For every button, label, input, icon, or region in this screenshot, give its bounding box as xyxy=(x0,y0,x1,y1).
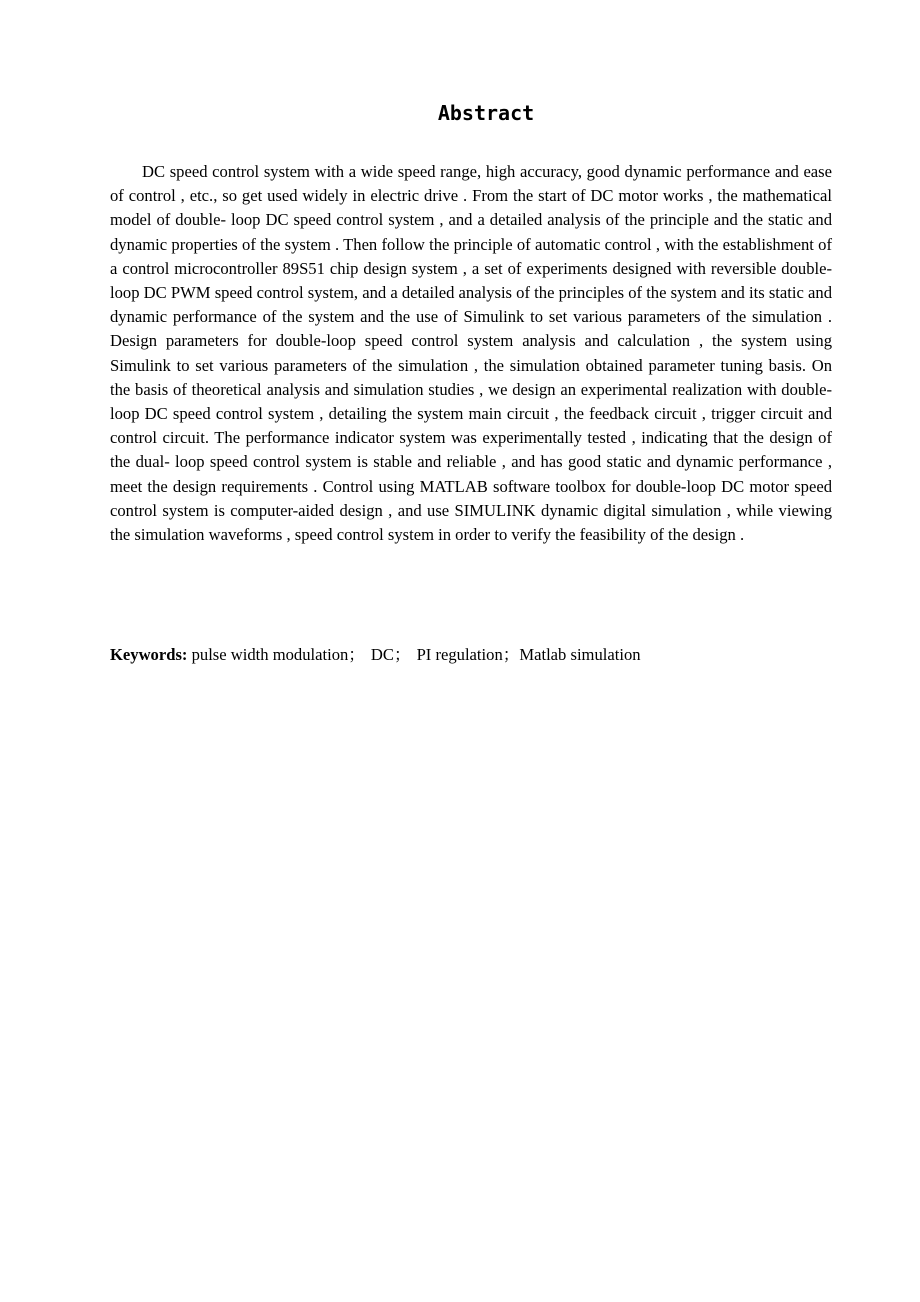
keyword-item: PI regulation； xyxy=(416,645,520,664)
keywords-label: Keywords: xyxy=(110,645,188,664)
keywords-line xyxy=(110,643,832,667)
abstract-body: DC speed control system with a wide speed range, high accuracy, good dynamic performance and ease of control , etc., so get used widely in electric drive . From the start of DC motor works , the mathematical model of double- loop DC speed control system , and a detailed analysis of the principle and the static and dynamic properties of the system . Then follow the principle of automatic control , with the establishment of a control microcontroller 89S51 chip design system , a set of experiments designed with reversible double-loop DC PWM speed control system, and a detailed analysis of the principles of the system and its static and dynamic performance of the system and the use of Simulink to set various parameters of the simulation . Design parameters for double-loop speed control system analysis and calculation , the system using Simulink to set various parameters of the simulation , the simulation obtained parameter tuning basis. On the basis of theoretical analysis and simulation studies , we design an experimental realization with double-loop DC speed control system , detailing the system main circuit , the feedback circuit , trigger circuit and control circuit. The performance indicator system was experimentally tested , indicating that the design of the dual- loop speed control system is stable and reliable , and has good static and dynamic performance , meet the design requirements . Control using MATLAB software toolbox for double-loop DC motor speed control system is computer-aided design , and use SIMULINK dynamic digital simulation , while viewing the simulation waveforms , speed control system in order to verify the feasibility of the design . xyxy=(110,162,832,545)
keyword-item: DC； xyxy=(370,645,411,664)
abstract-title: Abstract xyxy=(437,101,535,125)
keyword-item: Matlab simulation xyxy=(519,645,641,664)
keyword-item: pulse width modulation； xyxy=(191,645,365,664)
